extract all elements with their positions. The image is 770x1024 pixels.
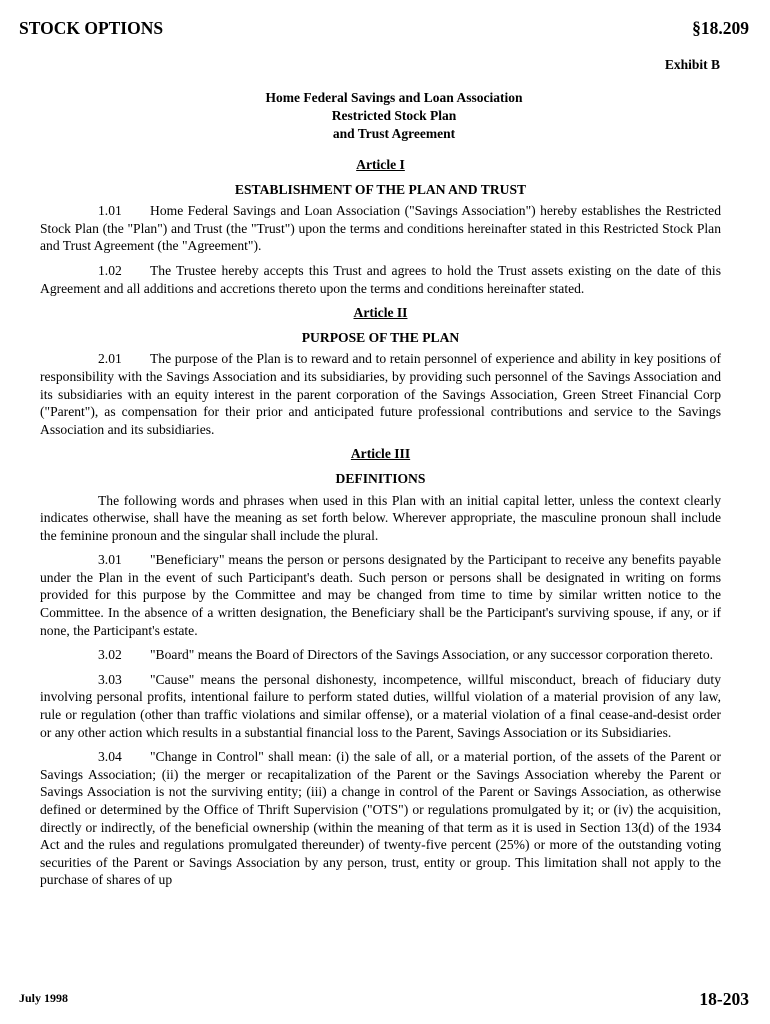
title-line: Home Federal Savings and Loan Association xyxy=(265,90,523,105)
title-line: Restricted Stock Plan xyxy=(331,108,457,123)
paragraph-text: Home Federal Savings and Loan Association ("Savings Association") hereby establishes the Restricted Stock Plan (the "Plan") and Trust (the "Trust") upon the terms and conditions hereinafter stated in this Restricted Stock Plan and Trust Agreement (the "Agreement"). xyxy=(40,203,721,254)
paragraph-number: 2.01 xyxy=(98,351,122,367)
article-heading: DEFINITIONS xyxy=(335,470,426,486)
paragraph-number: 1.01 xyxy=(98,203,122,219)
article-heading: PURPOSE OF THE PLAN xyxy=(301,329,460,345)
paragraph-number: 3.01 xyxy=(98,552,122,568)
paragraph-text: "Beneficiary" means the person or persons designated by the Participant to receive any benefits payable under the Plan in the event of such Participant's death. Such person or persons shall be designated in writing on forms provided for this purpose by the Committee and may be changed from time to time by similar written notice to the Committee. In the absence of a written designation, the Beneficiary shall be the Participant's surviving spouse, if any, or if none, the Participant's estate. xyxy=(40,552,721,638)
paragraph-text: The Trustee hereby accepts this Trust and agrees to hold the Trust assets existing on the date of this Agreement and all additions and accretions thereto upon the terms and conditions hereinafter stated. xyxy=(40,262,721,296)
paragraph xyxy=(40,262,721,297)
paragraph xyxy=(40,202,721,255)
paragraph-number: 3.02 xyxy=(98,647,122,663)
document-title xyxy=(0,89,770,143)
paragraph xyxy=(40,350,721,438)
paragraph-text: The purpose of the Plan is to reward and to retain personnel of experience and ability in key positions of responsibility with the Savings Association and its subsidiaries, by providing such personnel of the Savings Association and its subsidiaries with an equity interest in the parent corporation of the Savings Association, Green Street Financial Corp ("Parent"), as compensation for their prior and anticipated future professional contributions and service to the Savings Association and its subsidiaries. xyxy=(40,351,721,437)
paragraph-text: "Cause" means the personal dishonesty, incompetence, willful misconduct, breach of fiduciary duty involving personal profits, intentional failure to perform stated duties, willful violation of a material provision of any law, rule or regulation (other than traffic violations and similar offense), or a material violation of a final cease-and-desist order or any other action which results in a substantial financial loss to the Parent, Savings Association or its Subsidiaries. xyxy=(40,671,721,740)
paragraph-number: 3.04 xyxy=(98,749,122,765)
paragraph-number: 1.02 xyxy=(98,262,122,278)
paragraph xyxy=(40,551,721,639)
document-body xyxy=(40,156,721,896)
paragraph xyxy=(40,671,721,741)
footer-date: July 1998 xyxy=(19,991,69,1005)
paragraph-number: 3.03 xyxy=(98,671,122,687)
title-line: and Trust Agreement xyxy=(332,126,456,141)
page-number: 18-203 xyxy=(699,989,749,1009)
paragraph-text: "Change in Control" shall mean: (i) the sale of all, or a material portion, of the assets of the Parent or Savings Association; (ii) the merger or recapitalization of the Parent or the Savings Association whereby the Parent or Savings Association is not the surviving entity; (iii) a change in control of the Parent or Savings Association, as otherwise defined or determined by the Office of Thrift Supervision ("OTS") or regulations promulgated by it; or (iv) the acquisition, directly or indirectly, of the beneficial ownership (within the meaning of that term as it is used in Section 13(d) of the 1934 Act and the rules and regulations promulgated thereunder) of twenty-five percent (25%) or more of the outstanding voting securities of the Parent or Savings Association by any person, trust, entity or group. This limitation shall not apply to the purchase of shares of up xyxy=(40,749,721,888)
paragraph xyxy=(40,748,721,889)
section-title: STOCK OPTIONS xyxy=(19,18,164,38)
exhibit-label: Exhibit B xyxy=(664,57,720,72)
paragraph: The following words and phrases when used in this Plan with an initial capital letter, unless the context clearly indicates otherwise, shall have the meaning as set forth below. Wherever appropriate, the masculine pronoun shall include the feminine pronoun and the singular shall include the plural. xyxy=(40,492,721,543)
paragraph xyxy=(40,646,721,664)
article-label: Article III xyxy=(350,446,411,462)
article-label: Article II xyxy=(353,305,408,321)
paragraph-text: "Board" means the Board of Directors of the Savings Association, or any successor corporation thereto. xyxy=(150,647,714,663)
article-label: Article I xyxy=(356,157,405,172)
section-number: §18.209 xyxy=(692,18,749,38)
article-heading: ESTABLISHMENT OF THE PLAN AND TRUST xyxy=(234,181,527,197)
